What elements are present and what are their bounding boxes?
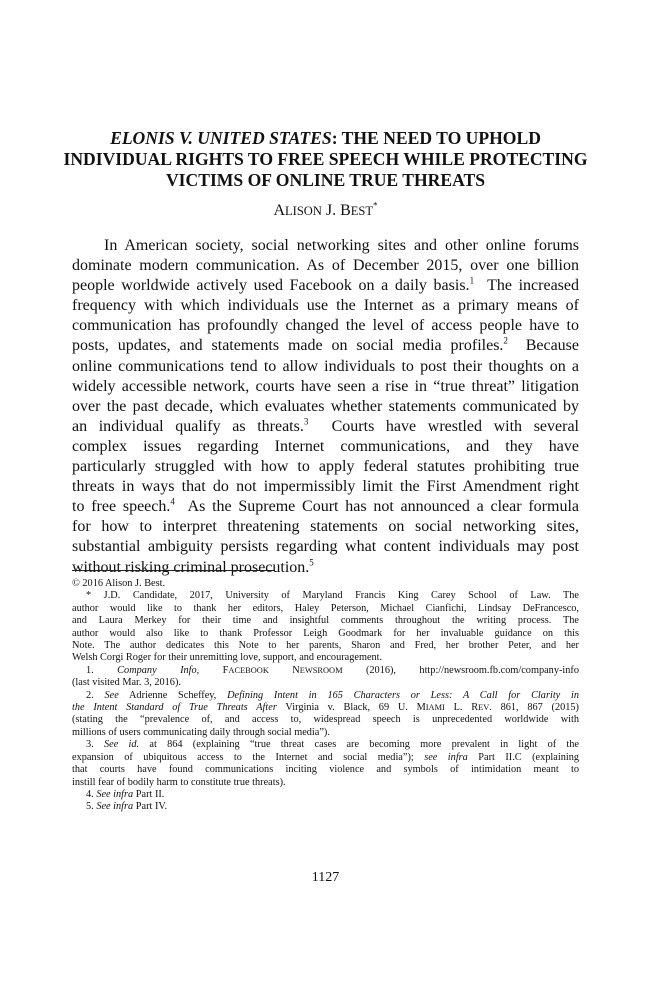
footnote-star-line: Note. The author dedicates this Note to her parents, Sharon and Fred, her brother Peter, and her	[72, 640, 579, 652]
body-line: people worldwide actively used Facebook on a daily basis.$^1$ The increased	[72, 275, 580, 295]
footnote-link: (2016), http://newsroom.fb.com/company-info	[342, 664, 579, 676]
body-paragraph	[72, 236, 579, 578]
author-byline: ALISON J. BEST*	[273, 200, 378, 219]
body-line: online communications tend to allow individuals to post their thoughts on a	[72, 357, 579, 375]
footnote-2: 2. See Adrienne Scheffey, Defining Intent in 165 Characters or Less: A Call for Clarity in	[86, 689, 580, 701]
body-line: posts, updates, and statements made on social media profiles.$^2$ Because	[72, 336, 579, 355]
footnote-3-cont: expansion of ubiquitous access to the Internet and social media”); see infra Part II.C (explaining	[72, 751, 579, 763]
footnote-star-line: * J.D. Candidate, 2017, University of Maryland Francis King Carey School of Law. The	[86, 590, 579, 602]
footnote-star-line: and Laura Merkey for their time and insightful comments throughout the writing process. The	[72, 615, 579, 627]
page-number: 1127	[311, 870, 340, 885]
body-line: for how to interpret threatening statements on social networking sites,	[72, 518, 579, 536]
footnote-star-line: author would like to thank her editors, Haley Peterson, Michael Cianfichi, Lindsay DeFrancesco,	[72, 602, 579, 614]
footnote-divider	[72, 570, 275, 571]
footnote-1-cont: (last visited Mar. 3, 2016).	[72, 677, 181, 689]
footnote-star-line: Welsh Corgi Roger for their unremitting love, support, and encouragement.	[72, 652, 383, 664]
body-line: frequency with which individuals use the Internet as a primary means of	[72, 297, 579, 315]
footnote-2-cont: (stating the “prevalence of, and access to, widespread speech is unprecedented worldwide with	[72, 714, 579, 726]
footnote-3: 3. See id. at 864 (explaining “true threat cases are becoming more prevalent in light of the	[86, 739, 579, 751]
footnote-1: 1. Company Info, FACEBOOK NEWSROOM (2016), http://newsroom.fb.com/company-info	[86, 664, 579, 676]
title-line-2: INDIVIDUAL RIGHTS TO FREE SPEECH WHILE PROTECTING	[63, 149, 588, 169]
author-footnote-star: *	[373, 200, 378, 211]
title-line-1: ELONIS V. UNITED STATES: THE NEED TO UPHOLD	[110, 128, 541, 148]
body-line: an individual qualify as threats.$^3$ Courts have wrestled with several	[72, 416, 580, 435]
footnote-2-cont: the Intent Standard of True Threats After Virginia v. Black, 69 U. MIAMI L. REV. 861, 867 (2015)	[72, 702, 579, 714]
body-line: substantial ambiguity persists regarding what content individuals may post	[72, 538, 579, 556]
footnote-ref: 1	[469, 275, 475, 286]
footnote-4: 4. See infra Part II.	[86, 788, 165, 800]
body-line: over the past decade, which evaluates whether statements communicated by	[72, 397, 579, 415]
body-line: to free speech.$^4$ As the Supreme Court has not announced a clear formula	[72, 496, 579, 516]
body-line: threats in ways that do not impermissibly limit the First Amendment right	[72, 478, 579, 496]
footnote-3-cont: that courts have found communications inciting violence and symbols of intimidation meant to	[72, 764, 579, 776]
body-line: particularly struggled with how to apply federal statutes prohibiting true	[72, 458, 579, 476]
body-line: widely accessible network, courts have seen a rise in “true threat” litigation	[72, 377, 579, 395]
footnote-ref: 5	[309, 557, 314, 568]
footnote-star-line: author would also like to thank Professor Leigh Goodmark for her invaluable guidance on this	[72, 627, 579, 639]
footnote-ref: 4	[170, 496, 175, 507]
footnote-ref: 3	[303, 416, 309, 427]
article-title	[60, 128, 591, 191]
body-line: complex issues regarding Internet communications, and they have	[72, 437, 579, 455]
case-name: ELONIS V. UNITED STATES	[110, 128, 332, 148]
body-line: without risking criminal prosecution.$^5$	[72, 557, 314, 576]
footnote-3-cont: instill fear of bodily harm to constitute true threats).	[72, 776, 286, 788]
footnote-2-cont: millions of users communicating daily through social media”).	[72, 726, 330, 738]
body-line: communication has profoundly changed the level of access people have to	[72, 317, 579, 335]
title-line-3: VICTIMS OF ONLINE TRUE THREATS	[165, 170, 486, 190]
body-line: In American society, social networking sites and other online forums	[104, 237, 579, 254]
footnote-5: 5. See infra Part IV.	[86, 801, 168, 813]
footnote-ref: 2	[503, 336, 508, 347]
copyright-notice: © 2016 Alison J. Best.	[72, 578, 166, 589]
body-line: dominate modern communication. As of December 2015, over one billion	[72, 257, 579, 275]
footnotes	[72, 578, 579, 814]
